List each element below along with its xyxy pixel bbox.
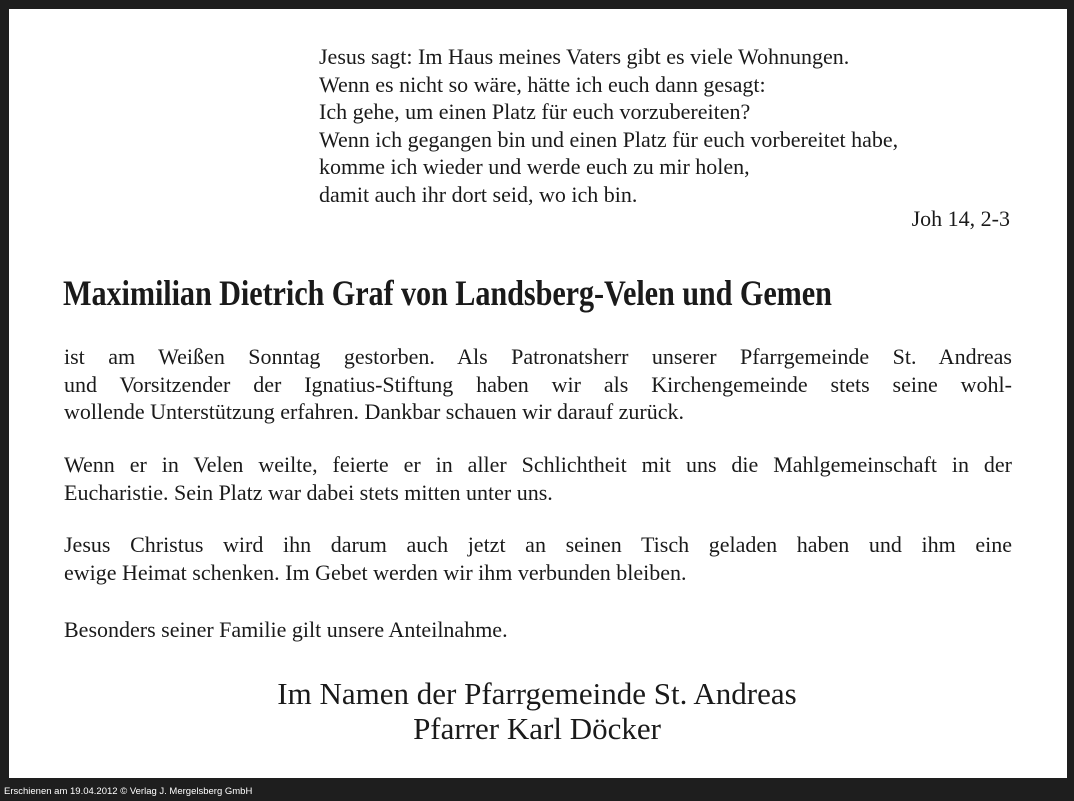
paragraph-eucharist xyxy=(64,451,1012,506)
text-line: ewige Heimat schenken. Im Gebet werden wir ihm verbunden bleiben. xyxy=(64,559,687,585)
quote-line: Jesus sagt: Im Haus meines Vaters gibt es viele Wohnungen. xyxy=(319,44,850,69)
deceased-name: Maximilian Dietrich Graf von Landsberg-Velen und Gemen xyxy=(63,273,832,313)
text-line: Eucharistie. Sein Platz war dabei stets mitten unter uns. xyxy=(64,479,553,505)
text-line: Wenn er in Velen weilte, feierte er in aller Schlichtheit mit uns die Mahlgemeinschaft in der xyxy=(64,452,1012,477)
publication-footer: Erschienen am 19.04.2012 © Verlag J. Mergelsberg GmbH xyxy=(4,786,253,797)
text-line: und Vorsitzender der Ignatius-Stiftung haben wir als Kirchengemeinde stets seine wohl- xyxy=(64,371,1012,397)
text-line: wollende Unterstützung erfahren. Dankbar schauen wir darauf zurück. xyxy=(64,399,685,425)
quote-line: Ich gehe, um einen Platz für euch vorzubereiten? xyxy=(319,99,751,125)
quote-line: damit auch ihr dort seid, wo ich bin. xyxy=(319,181,638,207)
quote-line: komme ich wieder und werde euch zu mir holen, xyxy=(319,154,750,180)
quote-line: Wenn es nicht so wäre, hätte ich euch dann gesagt: xyxy=(319,71,766,97)
text-line: ist am Weißen Sonntag gestorben. Als Patronatsherr unserer Pfarrgemeinde St. Andreas xyxy=(64,344,1012,369)
quote-line: Wenn ich gegangen bin und einen Platz für euch vorbereitet habe, xyxy=(319,126,899,152)
paragraph-prayer xyxy=(64,531,1012,586)
signature-parish: Im Namen der Pfarrgemeinde St. Andreas xyxy=(277,676,797,711)
text-line: Jesus Christus wird ihn darum auch jetzt an seinen Tisch geladen haben und ihm eine xyxy=(64,532,1012,557)
bible-quote xyxy=(319,43,1014,209)
text-line: Besonders seiner Familie gilt unsere Anteilnahme. xyxy=(64,617,508,642)
paragraph-tribute xyxy=(64,343,1012,426)
paragraph-condolence xyxy=(64,616,1012,644)
signature-pastor: Pfarrer Karl Döcker xyxy=(413,711,661,746)
bible-reference: Joh 14, 2-3 xyxy=(911,206,1010,231)
